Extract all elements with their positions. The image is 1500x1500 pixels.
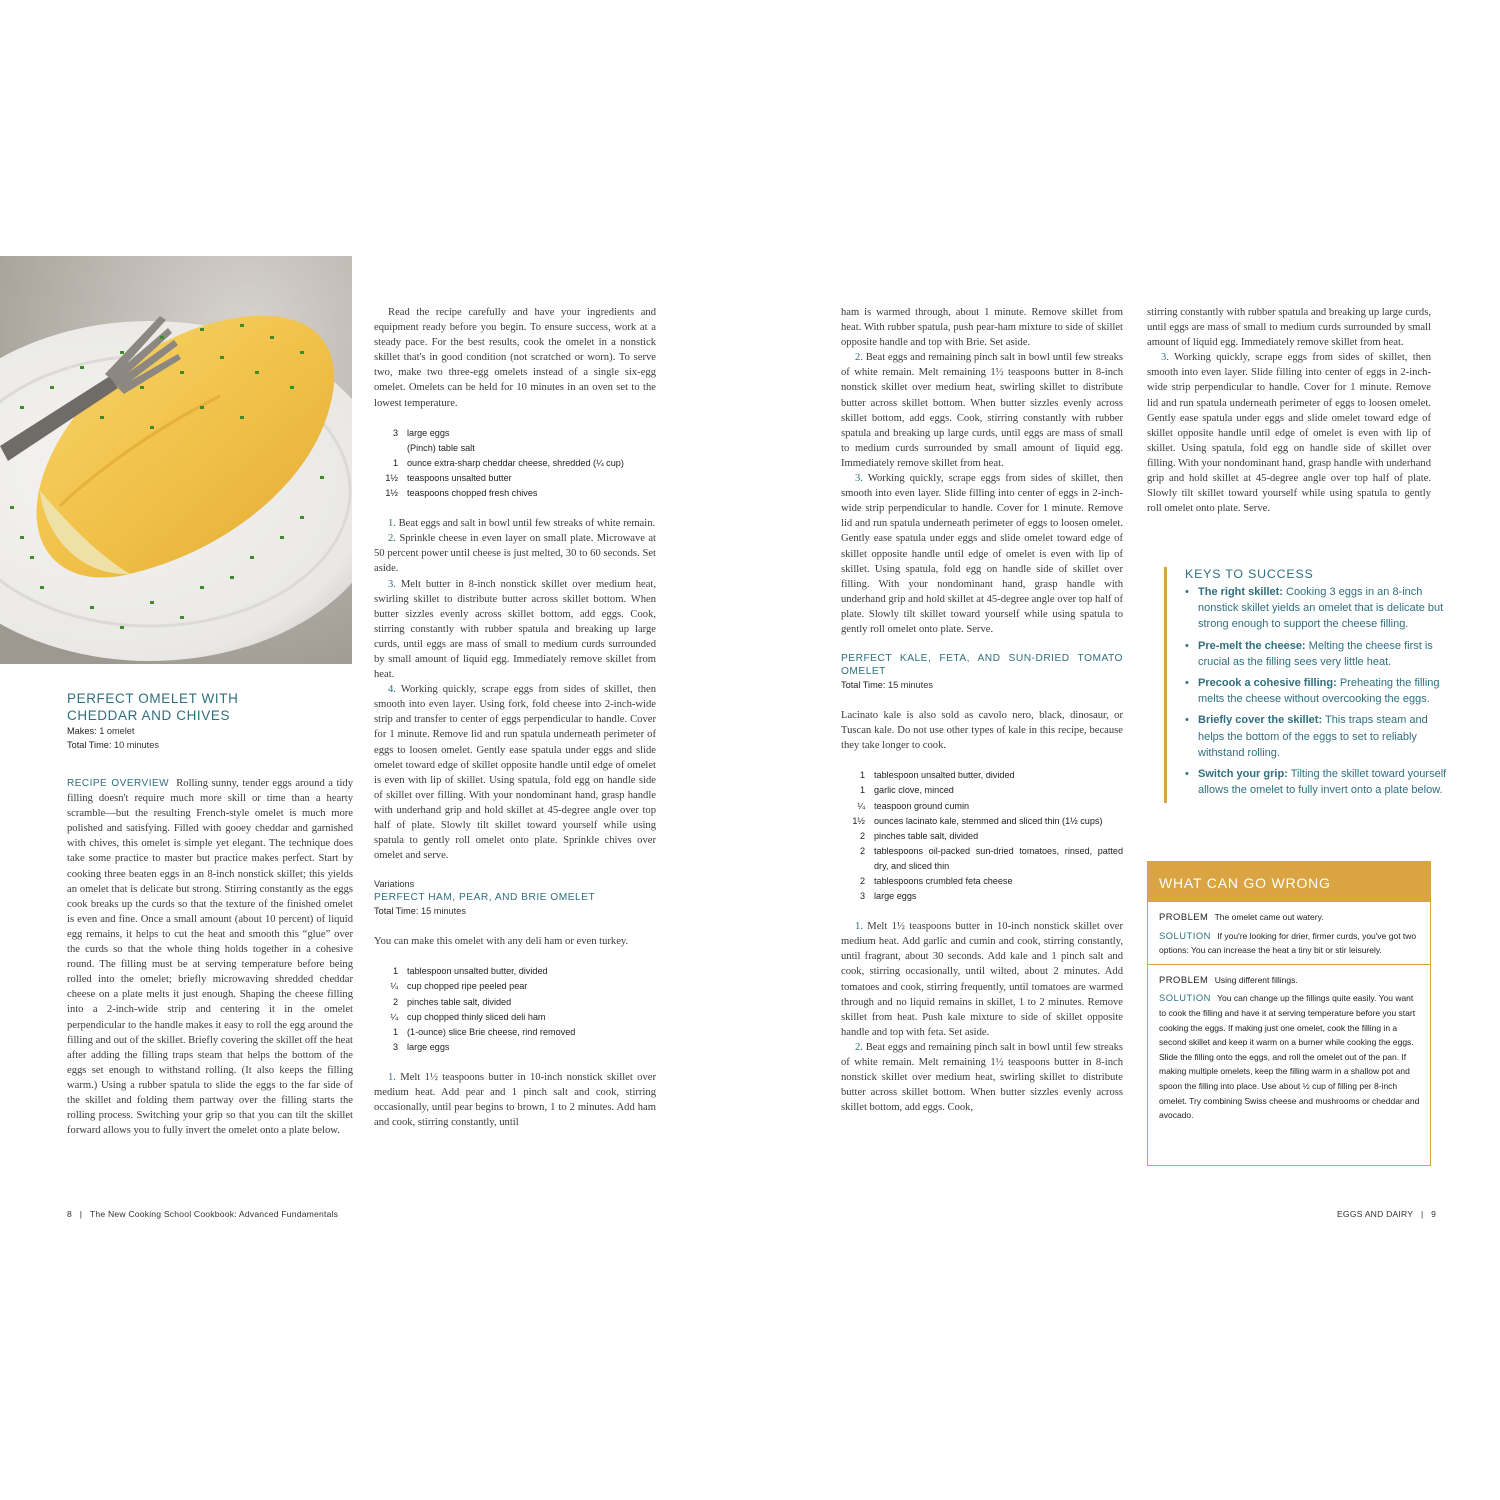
ingredient-text: (Pinch) table salt xyxy=(407,442,475,453)
variations-label: Variations xyxy=(374,879,415,890)
ingredient-text: tablespoon unsalted butter, divided xyxy=(874,770,1015,781)
ingredient-text: pinches table salt, divided xyxy=(874,830,979,841)
kale-intro: Lacinato kale is also sold as cavolo nero, black, dinosaur, or Tuscan kale. Do not use other types of kale in this recipe, because they take longer to cook. xyxy=(841,710,1123,752)
ingredient-item xyxy=(374,1040,656,1055)
ingredient-text: teaspoons unsalted butter xyxy=(407,472,512,483)
ingredient-item xyxy=(374,1025,656,1040)
step-text: Beat eggs and salt in bowl until few streaks of white remain. xyxy=(398,518,656,530)
wrong-title: WHAT CAN GO WRONG xyxy=(1148,862,1430,902)
ingredient-list xyxy=(374,426,656,501)
step-number: 4. xyxy=(388,684,396,696)
solution-1: If you're looking for drier, firmer curds, you've got two options: You can increase the heat a tiny bit or stir leisurely. xyxy=(1159,930,1417,956)
key-text: Melting the cheese first is crucial as the filling sees very little heat. xyxy=(1198,639,1433,668)
key-lead: Pre-melt the cheese: xyxy=(1198,639,1306,652)
right-column-1 xyxy=(841,305,1123,1115)
step xyxy=(374,531,656,576)
key-item xyxy=(1185,675,1455,707)
ingredient-item xyxy=(374,995,656,1010)
recipe-intro: Read the recipe carefully and have your ingredients and equipment ready before you begin. To ensure success, work at a steady pace. For the best results, cook the omelet in a nonstick skillet that's in good condition (not scratched or worn). To serve two, make two three-egg omelets instead of a single six-egg omelet. Omelets can be held for 10 minutes in an oven set to the lowest temperature. xyxy=(374,307,656,409)
ingredient-item xyxy=(841,874,1123,889)
ham-ingredient-list xyxy=(374,964,656,1055)
ingredient-text: ounce extra-sharp cheddar cheese, shredded (¼ cup) xyxy=(407,457,624,468)
ingredient-quantity: ¼ xyxy=(390,981,398,992)
step-number: 2. xyxy=(388,533,396,545)
ham-title: PERFECT HAM, PEAR, AND BRIE OMELET xyxy=(374,892,596,904)
overview-label: RECIPE OVERVIEW xyxy=(67,778,170,789)
ingredient-quantity: ¼ xyxy=(390,1011,398,1022)
ham-continued: ham is warmed through, about 1 minute. Remove skillet from heat. With rubber spatula, push pear-ham mixture to side of skillet opposite handle and top with Brie. Set aside. xyxy=(841,307,1123,349)
ingredient-item xyxy=(374,486,656,501)
ingredient-item xyxy=(841,799,1123,814)
key-text: Tilting the skillet toward yourself allows the omelet to fully invert onto a plate below. xyxy=(1198,768,1447,797)
ingredient-text: large eggs xyxy=(407,1041,450,1052)
step xyxy=(374,516,656,531)
ham-intro: You can make this omelet with any deli ham or even turkey. xyxy=(374,936,629,948)
ingredient-quantity: 1 xyxy=(392,457,398,468)
ingredient-text: cup chopped thinly sliced deli ham xyxy=(407,1011,546,1022)
ingredient-text: tablespoon unsalted butter, divided xyxy=(407,966,548,977)
ingredient-quantity: 2 xyxy=(392,996,398,1007)
key-item xyxy=(1185,712,1455,761)
step-text: Working quickly, scrape eggs from sides of skillet, then smooth into even layer. Slide filling into center of eggs in 2-inch-wide strip perpendicular to handle. Cover for 1 minute. Remove lid and run spatula underneath perimeter of eggs to loosen omelet. Gently ease spatula under eggs and slide omelet toward edge of skillet opposite handle until edge of omelet is even with lip of skillet. Using spatula, fold egg on handle side of skillet over filling. With your nondominant hand, grasp handle with underhand grip and hold skillet at 45-degree angle over top half of plate. Slowly tilt skillet toward yourself while using spatula to gently roll omelet onto plate. Serve. xyxy=(841,473,1123,635)
keys-to-success xyxy=(1164,567,1455,803)
problem-1: The omelet came out watery. xyxy=(1214,912,1324,922)
ingredient-quantity: 2 xyxy=(859,876,865,886)
kale-ingredient-list xyxy=(841,768,1123,904)
step-number: 1. xyxy=(855,921,863,933)
ingredient-quantity xyxy=(374,441,407,456)
key-lead: Switch your grip: xyxy=(1198,768,1288,781)
key-text: This traps steam and helps the bottom of the eggs to set to reliably withstand rolling. xyxy=(1198,714,1428,759)
step-text: Working quickly, scrape eggs from sides of skillet, then smooth into even layer. Using fork, fold cheese into 2-inch-wide strip and transfer to center of eggs perpendicular to handle. Cover for 1 minute. Remove lid and run spatula underneath perimeter of eggs to loosen omelet. Gently ease spatula under eggs and slide omelet toward edge of skillet opposite handle until edge of omelet is even with lip of skillet. Using spatula, fold egg on handle side of skillet over filling. With your nondominant hand, grasp handle with underhand grip and hold skillet at 45-degree angle over top half of plate. Slowly tilt skillet toward yourself while using spatula to gently roll omelet onto plate. Sprinkle chives over omelet and serve. xyxy=(374,684,656,862)
overview-text: Rolling sunny, tender eggs around a tidy filling doesn't require much more skill or time than a hearty scramble—but the resulting French-style omelet is much more polished and satisfying. Filled with gooey cheddar and garnished with chives, this omelet is simple yet elegant. The technique does take some practice to master but practice makes perfect. Start by cooking three beaten eggs in an 8-inch nonstick skillet; this yields an omelet that is delicate but strong. Stirring constantly as the eggs cook breaks up the curds so that the texture of the finished omelet is even and fine. Once a small amount (about 10 percent) of liquid egg remains, it helps to cut the heat and smooth this “glue” over the curds so that the whole thing holds together in a cohesive round. The filling must be at serving temperature before being rolled into the omelet; briefly microwaving shredded cheddar cheese on a plate melts it just enough. Shaping the cheese filling into a 2-inch-wide strip and centering it in the omelet perpendicular to the handle makes it easy to roll the egg around the filling and out of the skillet. Briefly covering the skillet off the heat after adding the filling traps steam that helps the bottom of the eggs set enough to withstand rolling. (It also keeps the filling warm.) Using a rubber spatula to slide the eggs to the far side of the skillet and folding them partway over the filling starts the rolling process. Switching your grip so that you can tilt the skillet forward allows you to fully invert the omelet onto a plate below. xyxy=(67,778,354,1137)
step-number: 2. xyxy=(855,1041,863,1053)
step xyxy=(374,682,656,863)
ingredient-item xyxy=(841,829,1123,844)
key-text: Preheating the filling melts the cheese without overcooking the eggs. xyxy=(1198,677,1440,706)
kale-steps xyxy=(841,919,1123,1115)
ingredient-quantity: 2 xyxy=(859,830,865,841)
ingredient-quantity: 3 xyxy=(392,427,398,438)
step-text: Melt 1½ teaspoons butter in 10-inch nonstick skillet over medium heat. Add garlic and cumin and cook, stirring constantly, until fragrant, about 30 seconds. Add kale and 1 pinch salt and cook, stirring occasionally, until wilted, about 2 minutes. Add tomatoes and cook, stirring frequently, until tomatoes are warmed through and no liquid remains in skillet, 1 to 2 minutes. Remove skillet from heat. Push kale mixture to side of skillet opposite handle and top with feta. Set aside. xyxy=(841,921,1123,1038)
ingredient-item xyxy=(374,1010,656,1025)
ham-time-value: 15 minutes xyxy=(420,906,466,917)
key-text: Cooking 3 eggs in an 8-inch nonstick skillet yields an omelet that is delicate but strong enough to support the cheese filling. xyxy=(1198,586,1444,631)
ingredient-item xyxy=(374,456,656,471)
ham-step-number: 1. xyxy=(388,1071,396,1083)
ingredient-text: garlic clove, minced xyxy=(874,785,954,796)
time-value: 10 minutes xyxy=(113,740,159,750)
ingredient-text: tablespoons crumbled feta cheese xyxy=(874,876,1013,886)
ingredient-text: pinches table salt, divided xyxy=(407,996,512,1007)
recipe-title: PERFECT OMELET WITH CHEDDAR AND CHIVES xyxy=(67,691,239,723)
ingredient-quantity: 2 xyxy=(859,845,865,856)
ingredient-item xyxy=(374,426,656,441)
kale-time-label: Total Time: xyxy=(841,680,886,691)
makes-value: 1 omelet xyxy=(99,726,135,736)
problem-label: PROBLEM xyxy=(1159,911,1209,922)
section-name: EGGS AND DAIRY xyxy=(1337,1209,1414,1219)
ingredient-quantity: 1 xyxy=(392,966,398,977)
ham-step-1: Melt 1½ teaspoons butter in 10-inch nonstick skillet over medium heat. Add pear and 1 pinch salt and cook, stirring occasionally, until pear begins to brown, 1 to 2 minutes. Add ham and cook, stirring constantly, until xyxy=(374,1071,656,1129)
ingredient-quantity: 1½ xyxy=(385,472,398,483)
what-can-go-wrong-box xyxy=(1147,861,1431,1166)
step xyxy=(841,1040,1123,1115)
ingredient-text: large eggs xyxy=(874,891,917,902)
ingredient-quantity: 1 xyxy=(392,1026,398,1037)
step-text: Sprinkle cheese in even layer on small plate. Microwave at 50 percent power until cheese is just melted, 30 to 60 seconds. Set aside. xyxy=(374,533,656,575)
step-text: Melt butter in 8-inch nonstick skillet over medium heat, swirling skillet to distribute butter across skillet bottom. When butter sizzles evenly across skillet bottom, add eggs. Cook, stirring constantly with rubber spatula and breaking up large curds, until eggs are mass of small to medium curds surrounded by small amount of liquid egg. Immediately remove skillet from heat. xyxy=(374,578,656,681)
page-number-right: 9 xyxy=(1431,1209,1437,1219)
step xyxy=(841,471,1123,637)
step-number: 2. xyxy=(855,352,863,364)
ingredient-item xyxy=(841,814,1123,829)
keys-title: KEYS TO SUCCESS xyxy=(1185,567,1314,581)
kale-continued: stirring constantly with rubber spatula and breaking up large curds, until eggs are mass of small to medium curds surrounded by small amount of liquid egg. Immediately remove skillet from heat. xyxy=(1147,307,1431,349)
ingredient-text: teaspoon ground cumin xyxy=(874,800,970,811)
kale-step-3: Working quickly, scrape eggs from sides of skillet, then smooth into even layer. Slide filling into center of eggs in 2-inch-wide strip perpendicular to handle. Cover for 1 minute. Remove lid and run spatula underneath perimeter of eggs to loosen omelet. Gently ease spatula under eggs and slide omelet toward edge of skillet opposite handle until edge of omelet is even with lip of skillet. Using spatula, fold egg on handle side of skillet over filling. With your nondominant hand, grasp handle with underhand grip and hold skillet at 45-degree angle over top half of plate. Slowly tilt skillet toward yourself while using spatula to gently roll omelet onto plate. Serve. xyxy=(1147,352,1431,515)
kale-time-value: 15 minutes xyxy=(887,680,933,691)
step xyxy=(841,350,1123,471)
key-lead: Precook a cohesive filling: xyxy=(1198,677,1337,690)
key-item xyxy=(1185,766,1455,798)
ingredient-quantity: 3 xyxy=(392,1041,398,1052)
ingredient-item xyxy=(841,783,1123,798)
ingredient-quantity: 1½ xyxy=(385,488,398,499)
step xyxy=(374,577,656,683)
ingredient-text: large eggs xyxy=(407,427,450,438)
solution-label: SOLUTION xyxy=(1159,929,1211,941)
book-title: The New Cooking School Cookbook: Advanced Fundamentals xyxy=(89,1209,339,1219)
page-number-left: 8 xyxy=(67,1209,72,1219)
ingredient-item xyxy=(374,441,656,456)
ham-steps xyxy=(841,350,1123,637)
kale-step-3-number: 3. xyxy=(1161,352,1169,364)
recipe-steps xyxy=(374,516,656,863)
key-lead: Briefly cover the skillet: xyxy=(1198,714,1323,727)
ingredient-item xyxy=(841,844,1123,874)
step-number: 3. xyxy=(855,473,863,485)
time-label: Total Time: xyxy=(67,740,112,750)
solution-label-2: SOLUTION xyxy=(1159,992,1211,1004)
ingredient-text: cup chopped ripe peeled pear xyxy=(407,981,528,992)
step xyxy=(841,919,1123,1040)
ingredient-quantity: 1½ xyxy=(852,815,865,826)
recipe-overview xyxy=(67,776,353,1138)
solution-2: You can change up the fillings quite easily. You want to cook the filling and have it at serving temperature before you start cooking the eggs. If making just one omelet, cook the filling in a second skillet and keep it warm on a burner while cooking the eggs. Slide the filling onto the eggs, and roll the omelet out of the pan. If making multiple omelets, keep the filling warm in a shallow pot and spoon the filling into place. Use about ½ cup of filling per 8-inch omelet. Try combining Swiss cheese and mushrooms or cheddar and avocado. xyxy=(1159,993,1420,1121)
ingredient-text: tablespoons oil-packed sun-dried tomatoes, rinsed, patted dry, and sliced thin xyxy=(874,845,1123,871)
step-number: 3. xyxy=(388,578,396,590)
left-column-2 xyxy=(374,305,656,1130)
step-text: Beat eggs and remaining pinch salt in bowl until few streaks of white remain. Melt remaining 1½ teaspoons butter in 8-inch nonstick skillet over medium heat, swirling skillet to distribute butter across skillet bottom. When butter sizzles evenly across skillet bottom, add eggs. Cook, stirring constantly with rubber spatula and breaking up large curds, until eggs are mass of small to medium curds surrounded by small amount of liquid egg. Immediately remove skillet from heat. xyxy=(841,352,1123,469)
ingredient-text: teaspoons chopped fresh chives xyxy=(407,488,538,499)
key-item xyxy=(1185,584,1455,633)
ingredient-quantity: 1 xyxy=(859,785,865,796)
footer-left: 8 | The New Cooking School Cookbook: Advanced Fundamentals xyxy=(67,1209,339,1219)
ingredient-quantity: 3 xyxy=(859,891,865,902)
recipe-header xyxy=(67,690,353,753)
problem-2: Using different fillings. xyxy=(1214,974,1298,985)
ingredient-item xyxy=(841,768,1123,783)
key-lead: The right skillet: xyxy=(1198,586,1283,598)
problem-label-2: PROBLEM xyxy=(1159,973,1209,985)
ingredient-text: ounces lacinato kale, stemmed and sliced thin (1½ cups) xyxy=(874,815,1103,826)
ingredient-item xyxy=(841,889,1123,904)
ingredient-item xyxy=(374,964,656,979)
keys-list xyxy=(1185,584,1455,798)
ingredient-quantity: ¼ xyxy=(857,800,865,811)
ingredient-item xyxy=(374,471,656,486)
step-number: 1. xyxy=(388,518,396,530)
makes-label: Makes: xyxy=(67,726,97,736)
step-text: Beat eggs and remaining pinch salt in bowl until few streaks of white remain. Melt remaining 1½ teaspoons butter in 8-inch nonstick skillet over medium heat, swirling skillet to distribute butter across skillet bottom. When butter sizzles evenly across skillet bottom, add eggs. Cook, xyxy=(841,1041,1123,1114)
ham-time-label: Total Time: xyxy=(374,906,419,917)
footer-right: EGGS AND DAIRY | 9 xyxy=(1337,1209,1437,1219)
ingredient-item xyxy=(374,979,656,994)
right-column-2 xyxy=(1147,305,1431,516)
ingredient-text: (1-ounce) slice Brie cheese, rind removed xyxy=(407,1026,576,1037)
omelet-photo xyxy=(0,256,352,664)
ingredient-quantity: 1 xyxy=(859,770,865,781)
kale-title: PERFECT KALE, FETA, AND SUN-DRIED TOMATO OMELET xyxy=(841,653,1123,678)
key-item xyxy=(1185,638,1455,670)
